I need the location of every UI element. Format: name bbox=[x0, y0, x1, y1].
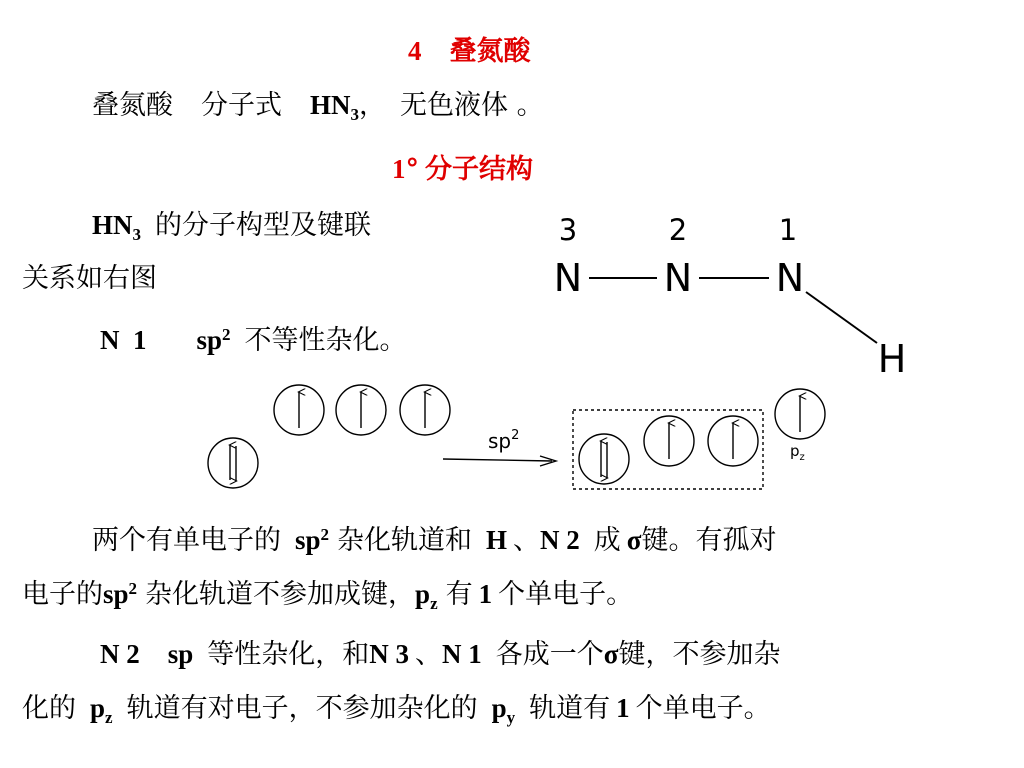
para4-atom: N 2 bbox=[100, 639, 140, 669]
para4-text-c: 键，不参加杂 bbox=[618, 639, 781, 670]
para1-formula-sub: 3 bbox=[132, 225, 141, 244]
para4-count: 1 bbox=[616, 693, 630, 723]
atom-n2: N bbox=[663, 256, 693, 300]
para4-atom-n1: N 1 bbox=[442, 639, 482, 669]
para4-text-f: 轨道有 bbox=[529, 693, 611, 724]
compound-description: 无色液体 。 bbox=[400, 90, 544, 121]
para4-py-main: p bbox=[491, 693, 507, 723]
para4-line2 bbox=[22, 691, 771, 726]
formula-comma: ， bbox=[359, 90, 386, 121]
atom-number-1: 1 bbox=[778, 213, 798, 247]
para4-pz-sub: z bbox=[105, 708, 113, 727]
para3-atom-h: H bbox=[486, 525, 508, 555]
section-degree: ° bbox=[405, 154, 419, 185]
para4-py-sub: y bbox=[506, 708, 516, 727]
para1-text-line2: 关系如右图 bbox=[22, 263, 157, 294]
para3-text-e: 电子的 bbox=[22, 579, 103, 610]
pz-label: $p_z$ bbox=[790, 442, 805, 463]
formula-main: HN bbox=[310, 90, 351, 120]
para3-sep: 、 bbox=[513, 525, 541, 556]
para3-text-a: 两个有单电子的 bbox=[92, 525, 281, 556]
para3-text-g: 有 bbox=[445, 579, 473, 610]
formula-sub: 3 bbox=[350, 105, 359, 124]
hybridization-arrow bbox=[443, 428, 556, 466]
para4-sigma: σ bbox=[603, 639, 619, 669]
para3-p-sub: z bbox=[430, 594, 438, 613]
para3-text-h: 个单电子。 bbox=[498, 579, 634, 610]
section-number: 1 bbox=[392, 154, 406, 184]
atom-n1: N bbox=[775, 256, 805, 300]
para3-hybrid: sp bbox=[295, 525, 321, 555]
atom-h: H bbox=[877, 337, 907, 381]
para3-sup2: 2 bbox=[128, 579, 138, 598]
para4-hybrid: sp bbox=[167, 639, 194, 669]
para3-sigma: σ bbox=[626, 525, 642, 555]
hn3-structure bbox=[554, 213, 907, 381]
atom-number-2: 2 bbox=[668, 213, 688, 247]
para3-text-d: 键。有孤对 bbox=[641, 525, 777, 556]
para1-text-line1: 的分子构型及键联 bbox=[155, 210, 371, 241]
para3-atom-n2: N 2 bbox=[540, 525, 580, 555]
compound-name: 叠氮酸 bbox=[92, 90, 173, 121]
para2-text: 不等性杂化。 bbox=[244, 325, 407, 356]
arrow-label: $sp^2$ bbox=[488, 428, 520, 453]
para2-atom: N 1 bbox=[100, 325, 147, 355]
section-text: 分子结构 bbox=[425, 154, 533, 185]
para3-hybrid2: sp bbox=[103, 579, 129, 609]
para3-line2 bbox=[22, 577, 633, 612]
orbital-paired bbox=[208, 438, 258, 488]
para2-sup: 2 bbox=[222, 325, 231, 344]
para4-line1 bbox=[100, 637, 780, 672]
atom-number-3: 3 bbox=[558, 213, 578, 247]
atom-n3: N bbox=[553, 256, 583, 300]
para3-text-c: 成 bbox=[593, 525, 621, 556]
para3-text-f: 杂化轨道不参加成键， bbox=[145, 579, 416, 610]
para1-formula-main: HN bbox=[92, 210, 133, 240]
para4-text-a: 等性杂化，和 bbox=[207, 639, 370, 670]
para3-sup: 2 bbox=[320, 525, 330, 544]
para3-text-b: 杂化轨道和 bbox=[337, 525, 473, 556]
para4-text-g: 个单电子。 bbox=[635, 693, 771, 724]
para4-atom-n3: N 3 bbox=[369, 639, 410, 669]
para3-line1 bbox=[92, 523, 776, 558]
para3-count: 1 bbox=[478, 579, 493, 609]
para4-sep: 、 bbox=[415, 639, 443, 670]
arrow-line bbox=[443, 459, 552, 461]
para4-text-b: 各成一个 bbox=[495, 639, 604, 670]
para2-hybrid: sp bbox=[196, 325, 223, 355]
title-text: 叠氮酸 bbox=[449, 36, 531, 67]
orbitals-before bbox=[208, 385, 450, 488]
formula-label: 分子式 bbox=[201, 90, 282, 121]
para4-text-e: 轨道有对电子，不参加杂化的 bbox=[126, 693, 478, 724]
sp2-orbital-paired bbox=[579, 434, 629, 484]
orbitals-after bbox=[573, 389, 825, 489]
para4-text-d: 化的 bbox=[22, 693, 76, 724]
para4-pz-main: p bbox=[90, 693, 106, 723]
para3-p-main: p bbox=[415, 579, 431, 609]
title-number: 4 bbox=[408, 36, 422, 66]
bond-n1-h bbox=[806, 292, 877, 343]
